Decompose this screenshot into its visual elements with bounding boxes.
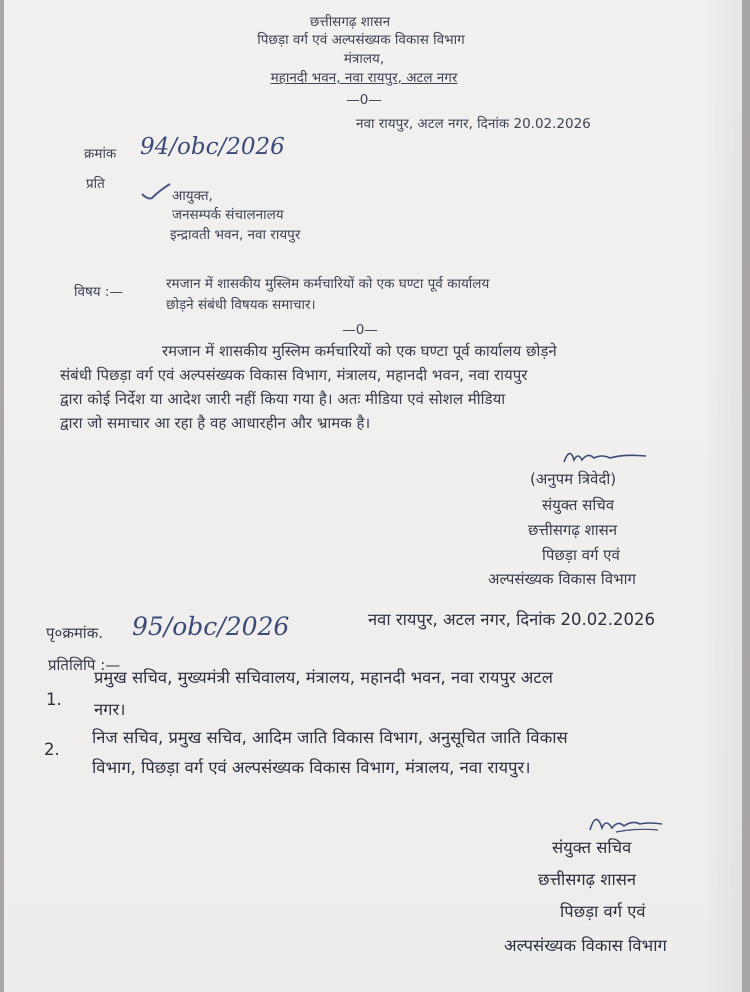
signature-2-department2: अल्पसंख्यक विकास विभाग — [504, 936, 667, 955]
signature-2-department1: पिछड़ा वर्ग एवं — [560, 902, 646, 921]
subject-label: विषय :— — [74, 284, 123, 300]
copy-label: प्रतिलिपि :— — [48, 656, 121, 674]
order-number-label: क्रमांक — [84, 146, 117, 162]
copy-item-2-number: 2. — [44, 740, 60, 759]
header-ministry: मंत्रालय, — [343, 51, 385, 67]
signature-2 — [586, 808, 666, 838]
body-line3: द्वारा कोई निर्देश या आदेश जारी नहीं किया गया है। अतः मीडिया एवं सोशल मीडिया — [60, 390, 506, 408]
signature-1-name: (अनुपम त्रिवेदी) — [530, 470, 617, 488]
signature-2-designation: संयुक्त सचिव — [552, 838, 632, 857]
recipient-prefix: प्रति — [86, 176, 105, 192]
body-line4: द्वारा जो समाचार आ रहा है वह आधारहीन और भ्रामक है। — [60, 414, 371, 432]
header-department: पिछड़ा वर्ग एवं अल्पसंख्यक विकास विभाग — [257, 32, 465, 48]
order-number-handwritten: 94/obc/2026 — [140, 134, 285, 160]
copy-item-2-line2: विभाग, पिछड़ा वर्ग एवं अल्पसंख्यक विकास विभाग, मंत्रालय, नवा रायपुर। — [92, 758, 531, 777]
subject-line1: रमजान में शासकीय मुस्लिम कर्मचारियों को एक घण्टा पूर्व कार्यालय — [166, 276, 490, 292]
copy-item-1-number: 1. — [46, 690, 62, 709]
copy-item-1-line2: नगर। — [94, 700, 126, 719]
signature-1-department2: अल्पसंख्यक विकास विभाग — [488, 570, 636, 588]
page-edge-shadow — [702, 0, 742, 992]
subject-line2: छोड़ने संबंधी विषयक समाचार। — [166, 297, 316, 313]
header-government: छत्तीसगढ़ शासन — [309, 14, 391, 30]
header-separator: —0— — [346, 92, 382, 108]
endorsement-number-handwritten: 95/obc/2026 — [132, 612, 290, 641]
signature-2-government: छत्तीसगढ़ शासन — [538, 870, 637, 889]
check-mark-icon — [140, 182, 172, 206]
recipient-line2: जनसम्पर्क संचालनालय — [172, 207, 284, 223]
header-address: महानदी भवन, नवा रायपुर, अटल नगर — [270, 70, 458, 86]
subject-separator: —0— — [342, 322, 378, 338]
signature-1 — [560, 444, 650, 470]
signature-1-designation: संयुक्त सचिव — [542, 496, 615, 514]
body-line2: संबंधी पिछड़ा वर्ग एवं अल्पसंख्यक विकास विभाग, मंत्रालय, महानदी भवन, नवा रायपुर — [60, 366, 528, 384]
order-place-date: नवा रायपुर, अटल नगर, दिनांक 20.02.2026 — [356, 116, 591, 132]
endorsement-number-label: पृ०क्रमांक. — [46, 624, 103, 642]
letter-page — [4, 0, 742, 992]
copy-item-2-line1: निज सचिव, प्रमुख सचिव, आदिम जाति विकास विभाग, अनुसूचित जाति विकास — [92, 728, 568, 747]
body-line1: रमजान में शासकीय मुस्लिम कर्मचारियों को एक घण्टा पूर्व कार्यालय छोड़ने — [162, 342, 557, 360]
recipient-line3: इन्द्रावती भवन, नवा रायपुर — [170, 227, 301, 243]
recipient-line1: आयुक्त, — [172, 188, 213, 204]
endorsement-place-date: नवा रायपुर, अटल नगर, दिनांक 20.02.2026 — [368, 610, 655, 629]
signature-1-department1: पिछड़ा वर्ग एवं — [542, 546, 620, 564]
copy-item-1-line1: प्रमुख सचिव, मुख्यमंत्री सचिवालय, मंत्रालय, महानदी भवन, नवा रायपुर अटल — [94, 668, 553, 687]
signature-1-government: छत्तीसगढ़ शासन — [528, 521, 618, 539]
